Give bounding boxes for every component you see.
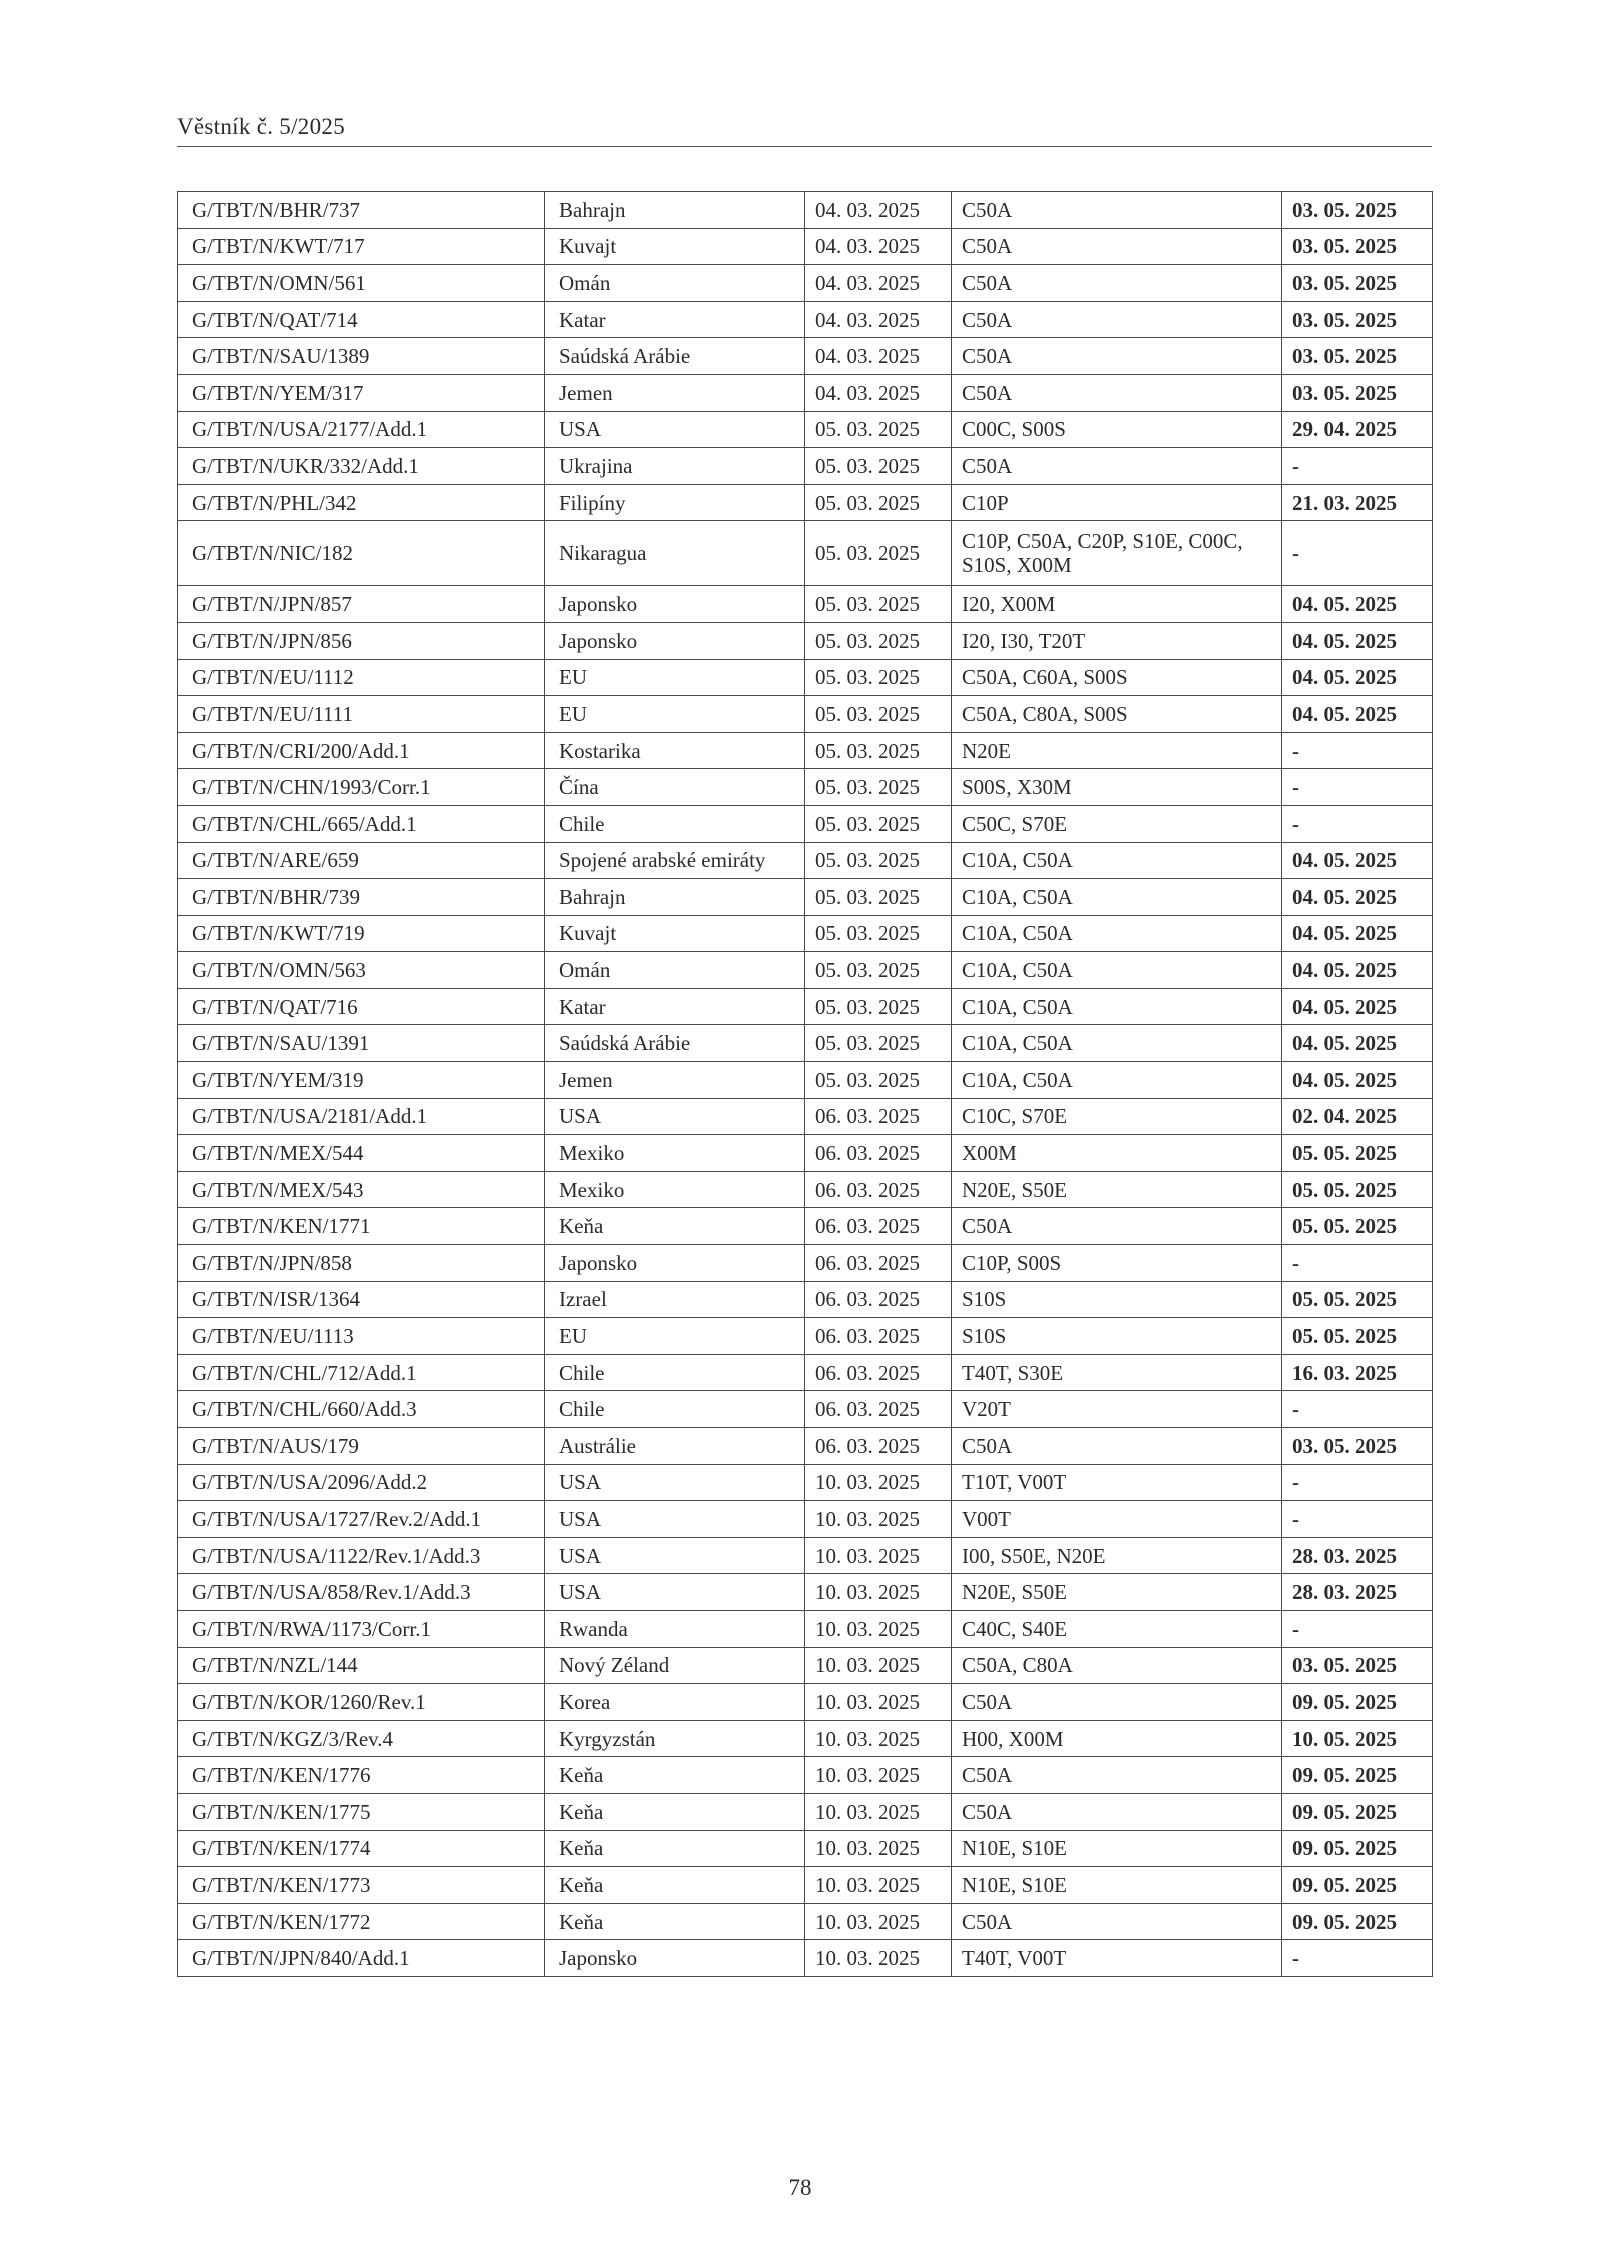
document-symbol-cell: G/TBT/N/JPN/856 [178, 622, 545, 659]
comment-deadline-cell: - [1282, 732, 1433, 769]
comment-deadline-cell: 05. 05. 2025 [1282, 1208, 1433, 1245]
comment-deadline-cell: 03. 05. 2025 [1282, 228, 1433, 265]
notification-date-cell: 05. 03. 2025 [805, 769, 952, 806]
product-codes-cell: C50A [952, 265, 1282, 302]
document-symbol-cell: G/TBT/N/USA/2177/Add.1 [178, 411, 545, 448]
notification-date-cell: 05. 03. 2025 [805, 659, 952, 696]
document-symbol-cell: G/TBT/N/ISR/1364 [178, 1281, 545, 1318]
document-symbol-cell: G/TBT/N/USA/1122/Rev.1/Add.3 [178, 1537, 545, 1574]
table-row [178, 448, 1433, 485]
document-symbol-cell: G/TBT/N/AUS/179 [178, 1428, 545, 1465]
document-symbol-cell: G/TBT/N/USA/858/Rev.1/Add.3 [178, 1574, 545, 1611]
product-codes-cell: C50A [952, 338, 1282, 375]
table-row [178, 1537, 1433, 1574]
product-codes-cell: C10A, C50A [952, 915, 1282, 952]
product-codes-cell: C10A, C50A [952, 842, 1282, 879]
document-symbol-cell: G/TBT/N/BHR/739 [178, 879, 545, 916]
document-symbol-cell: G/TBT/N/YEM/317 [178, 374, 545, 411]
document-symbol-cell: G/TBT/N/EU/1112 [178, 659, 545, 696]
notification-date-cell: 10. 03. 2025 [805, 1903, 952, 1940]
notification-date-cell: 04. 03. 2025 [805, 301, 952, 338]
product-codes-cell: X00M [952, 1135, 1282, 1172]
member-country-cell: Omán [545, 952, 805, 989]
comment-deadline-cell: - [1282, 1245, 1433, 1282]
document-symbol-cell: G/TBT/N/KWT/719 [178, 915, 545, 952]
notification-date-cell: 10. 03. 2025 [805, 1501, 952, 1538]
member-country-cell: Katar [545, 988, 805, 1025]
product-codes-cell: I20, X00M [952, 586, 1282, 623]
document-symbol-cell: G/TBT/N/CHN/1993/Corr.1 [178, 769, 545, 806]
document-symbol-cell: G/TBT/N/KEN/1775 [178, 1793, 545, 1830]
notification-date-cell: 10. 03. 2025 [805, 1464, 952, 1501]
product-codes-cell: H00, X00M [952, 1720, 1282, 1757]
comment-deadline-cell: - [1282, 805, 1433, 842]
notification-date-cell: 05. 03. 2025 [805, 448, 952, 485]
notification-date-cell: 05. 03. 2025 [805, 1025, 952, 1062]
member-country-cell: Chile [545, 1354, 805, 1391]
notifications-table [177, 191, 1433, 1977]
document-symbol-cell: G/TBT/N/YEM/319 [178, 1062, 545, 1099]
member-country-cell: Filipíny [545, 484, 805, 521]
product-codes-cell: C50A [952, 374, 1282, 411]
notification-date-cell: 04. 03. 2025 [805, 265, 952, 302]
comment-deadline-cell: 05. 05. 2025 [1282, 1281, 1433, 1318]
comment-deadline-cell: 03. 05. 2025 [1282, 338, 1433, 375]
table-row [178, 1903, 1433, 1940]
notification-date-cell: 10. 03. 2025 [805, 1940, 952, 1977]
notification-date-cell: 04. 03. 2025 [805, 228, 952, 265]
table-row [178, 1647, 1433, 1684]
product-codes-cell: N20E, S50E [952, 1574, 1282, 1611]
product-codes-cell: C50A [952, 228, 1282, 265]
notification-date-cell: 06. 03. 2025 [805, 1098, 952, 1135]
product-codes-cell: V20T [952, 1391, 1282, 1428]
member-country-cell: Kuvajt [545, 228, 805, 265]
document-symbol-cell: G/TBT/N/CHL/665/Add.1 [178, 805, 545, 842]
member-country-cell: Keňa [545, 1793, 805, 1830]
member-country-cell: USA [545, 1501, 805, 1538]
table-row [178, 1208, 1433, 1245]
table-row [178, 301, 1433, 338]
notification-date-cell: 10. 03. 2025 [805, 1537, 952, 1574]
notification-date-cell: 05. 03. 2025 [805, 988, 952, 1025]
product-codes-cell: C50A [952, 1208, 1282, 1245]
document-symbol-cell: G/TBT/N/OMN/561 [178, 265, 545, 302]
notification-date-cell: 05. 03. 2025 [805, 521, 952, 586]
document-symbol-cell: G/TBT/N/KEN/1771 [178, 1208, 545, 1245]
document-symbol-cell: G/TBT/N/KOR/1260/Rev.1 [178, 1684, 545, 1721]
notification-date-cell: 05. 03. 2025 [805, 484, 952, 521]
table-row [178, 1318, 1433, 1355]
notification-date-cell: 10. 03. 2025 [805, 1867, 952, 1904]
member-country-cell: EU [545, 696, 805, 733]
member-country-cell: USA [545, 1537, 805, 1574]
member-country-cell: Korea [545, 1684, 805, 1721]
product-codes-cell: C50C, S70E [952, 805, 1282, 842]
table-row [178, 265, 1433, 302]
product-codes-cell: C10A, C50A [952, 952, 1282, 989]
notification-date-cell: 06. 03. 2025 [805, 1391, 952, 1428]
document-symbol-cell: G/TBT/N/KEN/1772 [178, 1903, 545, 1940]
member-country-cell: EU [545, 1318, 805, 1355]
page-number: 78 [788, 2175, 812, 2200]
table-row [178, 915, 1433, 952]
notification-date-cell: 10. 03. 2025 [805, 1757, 952, 1794]
document-symbol-cell: G/TBT/N/UKR/332/Add.1 [178, 448, 545, 485]
table-row [178, 622, 1433, 659]
comment-deadline-cell: 28. 03. 2025 [1282, 1574, 1433, 1611]
comment-deadline-cell: 09. 05. 2025 [1282, 1903, 1433, 1940]
table-row [178, 1464, 1433, 1501]
member-country-cell: Ukrajina [545, 448, 805, 485]
notification-date-cell: 06. 03. 2025 [805, 1281, 952, 1318]
member-country-cell: Kyrgyzstán [545, 1720, 805, 1757]
member-country-cell: Saúdská Arábie [545, 338, 805, 375]
document-symbol-cell: G/TBT/N/RWA/1173/Corr.1 [178, 1610, 545, 1647]
member-country-cell: Japonsko [545, 586, 805, 623]
notification-date-cell: 05. 03. 2025 [805, 732, 952, 769]
member-country-cell: Omán [545, 265, 805, 302]
member-country-cell: USA [545, 1574, 805, 1611]
document-symbol-cell: G/TBT/N/MEX/543 [178, 1171, 545, 1208]
document-symbol-cell: G/TBT/N/USA/2181/Add.1 [178, 1098, 545, 1135]
comment-deadline-cell: 09. 05. 2025 [1282, 1793, 1433, 1830]
document-symbol-cell: G/TBT/N/EU/1111 [178, 696, 545, 733]
comment-deadline-cell: 04. 05. 2025 [1282, 988, 1433, 1025]
member-country-cell: USA [545, 411, 805, 448]
notification-date-cell: 10. 03. 2025 [805, 1720, 952, 1757]
table-row [178, 1720, 1433, 1757]
table-row [178, 1684, 1433, 1721]
product-codes-cell: C10A, C50A [952, 988, 1282, 1025]
comment-deadline-cell: 04. 05. 2025 [1282, 622, 1433, 659]
notification-date-cell: 04. 03. 2025 [805, 338, 952, 375]
comment-deadline-cell: - [1282, 1940, 1433, 1977]
product-codes-cell: N10E, S10E [952, 1830, 1282, 1867]
member-country-cell: Japonsko [545, 1940, 805, 1977]
product-codes-cell: C00C, S00S [952, 411, 1282, 448]
comment-deadline-cell: 29. 04. 2025 [1282, 411, 1433, 448]
table-row [178, 1501, 1433, 1538]
member-country-cell: Čína [545, 769, 805, 806]
member-country-cell: Chile [545, 805, 805, 842]
comment-deadline-cell: 05. 05. 2025 [1282, 1135, 1433, 1172]
table-row [178, 1281, 1433, 1318]
product-codes-cell: C10P, C50A, C20P, S10E, C00C, S10S, X00M [952, 521, 1282, 586]
comment-deadline-cell: 10. 05. 2025 [1282, 1720, 1433, 1757]
document-symbol-cell: G/TBT/N/KEN/1776 [178, 1757, 545, 1794]
product-codes-cell: C50A [952, 1757, 1282, 1794]
comment-deadline-cell: 04. 05. 2025 [1282, 952, 1433, 989]
notification-date-cell: 10. 03. 2025 [805, 1610, 952, 1647]
table-row [178, 1171, 1433, 1208]
table-row [178, 484, 1433, 521]
notification-date-cell: 06. 03. 2025 [805, 1171, 952, 1208]
table-row [178, 1757, 1433, 1794]
table-row [178, 1354, 1433, 1391]
document-symbol-cell: G/TBT/N/EU/1113 [178, 1318, 545, 1355]
member-country-cell: Bahrajn [545, 192, 805, 229]
comment-deadline-cell: 09. 05. 2025 [1282, 1757, 1433, 1794]
comment-deadline-cell: 04. 05. 2025 [1282, 915, 1433, 952]
table-row [178, 338, 1433, 375]
comment-deadline-cell: - [1282, 521, 1433, 586]
document-symbol-cell: G/TBT/N/ARE/659 [178, 842, 545, 879]
notification-date-cell: 05. 03. 2025 [805, 952, 952, 989]
table-row [178, 1793, 1433, 1830]
product-codes-cell: C10A, C50A [952, 879, 1282, 916]
table-row [178, 1940, 1433, 1977]
member-country-cell: Jemen [545, 1062, 805, 1099]
member-country-cell: Keňa [545, 1903, 805, 1940]
table-row [178, 952, 1433, 989]
product-codes-cell: C10A, C50A [952, 1062, 1282, 1099]
comment-deadline-cell: 03. 05. 2025 [1282, 301, 1433, 338]
journal-title: Věstník č. 5/2025 [177, 114, 345, 139]
member-country-cell: Rwanda [545, 1610, 805, 1647]
table-row [178, 228, 1433, 265]
comment-deadline-cell: 02. 04. 2025 [1282, 1098, 1433, 1135]
notification-date-cell: 10. 03. 2025 [805, 1830, 952, 1867]
document-symbol-cell: G/TBT/N/NZL/144 [178, 1647, 545, 1684]
notification-date-cell: 06. 03. 2025 [805, 1245, 952, 1282]
table-row [178, 732, 1433, 769]
member-country-cell: Keňa [545, 1757, 805, 1794]
comment-deadline-cell: 04. 05. 2025 [1282, 696, 1433, 733]
table-row [178, 1135, 1433, 1172]
member-country-cell: Keňa [545, 1830, 805, 1867]
comment-deadline-cell: 09. 05. 2025 [1282, 1867, 1433, 1904]
member-country-cell: Mexiko [545, 1171, 805, 1208]
product-codes-cell: C50A, C80A, S00S [952, 696, 1282, 733]
document-symbol-cell: G/TBT/N/CHL/712/Add.1 [178, 1354, 545, 1391]
notification-date-cell: 06. 03. 2025 [805, 1354, 952, 1391]
product-codes-cell: I00, S50E, N20E [952, 1537, 1282, 1574]
notification-date-cell: 04. 03. 2025 [805, 374, 952, 411]
table-row [178, 411, 1433, 448]
member-country-cell: Nikaragua [545, 521, 805, 586]
table-row [178, 521, 1433, 586]
document-symbol-cell: G/TBT/N/OMN/563 [178, 952, 545, 989]
comment-deadline-cell: 16. 03. 2025 [1282, 1354, 1433, 1391]
comment-deadline-cell: 04. 05. 2025 [1282, 1025, 1433, 1062]
comment-deadline-cell: 04. 05. 2025 [1282, 879, 1433, 916]
document-symbol-cell: G/TBT/N/BHR/737 [178, 192, 545, 229]
product-codes-cell: C50A [952, 448, 1282, 485]
member-country-cell: Bahrajn [545, 879, 805, 916]
document-symbol-cell: G/TBT/N/MEX/544 [178, 1135, 545, 1172]
table-row [178, 1098, 1433, 1135]
table-row [178, 879, 1433, 916]
document-symbol-cell: G/TBT/N/KGZ/3/Rev.4 [178, 1720, 545, 1757]
document-symbol-cell: G/TBT/N/QAT/716 [178, 988, 545, 1025]
member-country-cell: Kostarika [545, 732, 805, 769]
table-row [178, 696, 1433, 733]
member-country-cell: Jemen [545, 374, 805, 411]
product-codes-cell: C50A [952, 1903, 1282, 1940]
notification-date-cell: 05. 03. 2025 [805, 586, 952, 623]
document-symbol-cell: G/TBT/N/QAT/714 [178, 301, 545, 338]
product-codes-cell: C10P, S00S [952, 1245, 1282, 1282]
comment-deadline-cell: - [1282, 769, 1433, 806]
product-codes-cell: C50A [952, 1428, 1282, 1465]
comment-deadline-cell: 03. 05. 2025 [1282, 1647, 1433, 1684]
document-symbol-cell: G/TBT/N/KWT/717 [178, 228, 545, 265]
document-symbol-cell: G/TBT/N/USA/1727/Rev.2/Add.1 [178, 1501, 545, 1538]
comment-deadline-cell: 05. 05. 2025 [1282, 1318, 1433, 1355]
member-country-cell: Japonsko [545, 622, 805, 659]
product-codes-cell: I20, I30, T20T [952, 622, 1282, 659]
notification-date-cell: 10. 03. 2025 [805, 1793, 952, 1830]
product-codes-cell: C10C, S70E [952, 1098, 1282, 1135]
notification-date-cell: 10. 03. 2025 [805, 1647, 952, 1684]
comment-deadline-cell: 05. 05. 2025 [1282, 1171, 1433, 1208]
member-country-cell: USA [545, 1464, 805, 1501]
comment-deadline-cell: 03. 05. 2025 [1282, 265, 1433, 302]
comment-deadline-cell: - [1282, 1610, 1433, 1647]
member-country-cell: USA [545, 1098, 805, 1135]
table-row [178, 1025, 1433, 1062]
document-symbol-cell: G/TBT/N/PHL/342 [178, 484, 545, 521]
comment-deadline-cell: - [1282, 1501, 1433, 1538]
product-codes-cell: S00S, X30M [952, 769, 1282, 806]
product-codes-cell: C50A [952, 301, 1282, 338]
product-codes-cell: T10T, V00T [952, 1464, 1282, 1501]
document-symbol-cell: G/TBT/N/SAU/1389 [178, 338, 545, 375]
product-codes-cell: C50A, C80A [952, 1647, 1282, 1684]
member-country-cell: Japonsko [545, 1245, 805, 1282]
comment-deadline-cell: - [1282, 448, 1433, 485]
document-symbol-cell: G/TBT/N/CHL/660/Add.3 [178, 1391, 545, 1428]
member-country-cell: Izrael [545, 1281, 805, 1318]
comment-deadline-cell: 03. 05. 2025 [1282, 1428, 1433, 1465]
table-row [178, 659, 1433, 696]
table-row [178, 1391, 1433, 1428]
document-symbol-cell: G/TBT/N/NIC/182 [178, 521, 545, 586]
notification-date-cell: 05. 03. 2025 [805, 915, 952, 952]
comment-deadline-cell: 09. 05. 2025 [1282, 1684, 1433, 1721]
member-country-cell: Kuvajt [545, 915, 805, 952]
member-country-cell: Keňa [545, 1208, 805, 1245]
notifications-table-body [178, 192, 1433, 1977]
table-row [178, 1867, 1433, 1904]
table-row [178, 1428, 1433, 1465]
product-codes-cell: C10P [952, 484, 1282, 521]
notification-date-cell: 05. 03. 2025 [805, 842, 952, 879]
table-row [178, 988, 1433, 1025]
table-row [178, 842, 1433, 879]
notification-date-cell: 05. 03. 2025 [805, 805, 952, 842]
notification-date-cell: 05. 03. 2025 [805, 879, 952, 916]
table-row [178, 769, 1433, 806]
document-symbol-cell: G/TBT/N/CRI/200/Add.1 [178, 732, 545, 769]
notification-date-cell: 05. 03. 2025 [805, 411, 952, 448]
comment-deadline-cell: 04. 05. 2025 [1282, 586, 1433, 623]
notification-date-cell: 04. 03. 2025 [805, 192, 952, 229]
member-country-cell: Chile [545, 1391, 805, 1428]
document-symbol-cell: G/TBT/N/USA/2096/Add.2 [178, 1464, 545, 1501]
document-symbol-cell: G/TBT/N/KEN/1774 [178, 1830, 545, 1867]
product-codes-cell: N20E [952, 732, 1282, 769]
notification-date-cell: 06. 03. 2025 [805, 1135, 952, 1172]
member-country-cell: Austrálie [545, 1428, 805, 1465]
notification-date-cell: 10. 03. 2025 [805, 1574, 952, 1611]
product-codes-cell: C40C, S40E [952, 1610, 1282, 1647]
table-row [178, 1610, 1433, 1647]
document-symbol-cell: G/TBT/N/JPN/857 [178, 586, 545, 623]
notification-date-cell: 05. 03. 2025 [805, 696, 952, 733]
member-country-cell: EU [545, 659, 805, 696]
product-codes-cell: C50A, C60A, S00S [952, 659, 1282, 696]
comment-deadline-cell: 03. 05. 2025 [1282, 374, 1433, 411]
member-country-cell: Spojené arabské emiráty [545, 842, 805, 879]
comment-deadline-cell: - [1282, 1464, 1433, 1501]
member-country-cell: Keňa [545, 1867, 805, 1904]
comment-deadline-cell: 28. 03. 2025 [1282, 1537, 1433, 1574]
comment-deadline-cell: 04. 05. 2025 [1282, 1062, 1433, 1099]
product-codes-cell: C50A [952, 1793, 1282, 1830]
product-codes-cell: V00T [952, 1501, 1282, 1538]
table-row [178, 1830, 1433, 1867]
table-row [178, 586, 1433, 623]
notification-date-cell: 06. 03. 2025 [805, 1208, 952, 1245]
page-header [177, 112, 1432, 147]
notification-date-cell: 05. 03. 2025 [805, 1062, 952, 1099]
notification-date-cell: 05. 03. 2025 [805, 622, 952, 659]
document-symbol-cell: G/TBT/N/JPN/840/Add.1 [178, 1940, 545, 1977]
table-row [178, 1245, 1433, 1282]
product-codes-cell: C50A [952, 192, 1282, 229]
comment-deadline-cell: 03. 05. 2025 [1282, 192, 1433, 229]
notification-date-cell: 06. 03. 2025 [805, 1318, 952, 1355]
product-codes-cell: C50A [952, 1684, 1282, 1721]
table-row [178, 1062, 1433, 1099]
comment-deadline-cell: - [1282, 1391, 1433, 1428]
member-country-cell: Katar [545, 301, 805, 338]
document-symbol-cell: G/TBT/N/KEN/1773 [178, 1867, 545, 1904]
product-codes-cell: N10E, S10E [952, 1867, 1282, 1904]
table-row [178, 192, 1433, 229]
comment-deadline-cell: 09. 05. 2025 [1282, 1830, 1433, 1867]
table-row [178, 1574, 1433, 1611]
member-country-cell: Nový Zéland [545, 1647, 805, 1684]
table-row [178, 805, 1433, 842]
product-codes-cell: T40T, V00T [952, 1940, 1282, 1977]
notification-date-cell: 06. 03. 2025 [805, 1428, 952, 1465]
member-country-cell: Saúdská Arábie [545, 1025, 805, 1062]
document-symbol-cell: G/TBT/N/JPN/858 [178, 1245, 545, 1282]
product-codes-cell: N20E, S50E [952, 1171, 1282, 1208]
comment-deadline-cell: 04. 05. 2025 [1282, 659, 1433, 696]
comment-deadline-cell: 21. 03. 2025 [1282, 484, 1433, 521]
notification-date-cell: 10. 03. 2025 [805, 1684, 952, 1721]
product-codes-cell: T40T, S30E [952, 1354, 1282, 1391]
comment-deadline-cell: 04. 05. 2025 [1282, 842, 1433, 879]
product-codes-cell: C10A, C50A [952, 1025, 1282, 1062]
document-symbol-cell: G/TBT/N/SAU/1391 [178, 1025, 545, 1062]
table-row [178, 374, 1433, 411]
product-codes-cell: S10S [952, 1318, 1282, 1355]
member-country-cell: Mexiko [545, 1135, 805, 1172]
product-codes-cell: S10S [952, 1281, 1282, 1318]
